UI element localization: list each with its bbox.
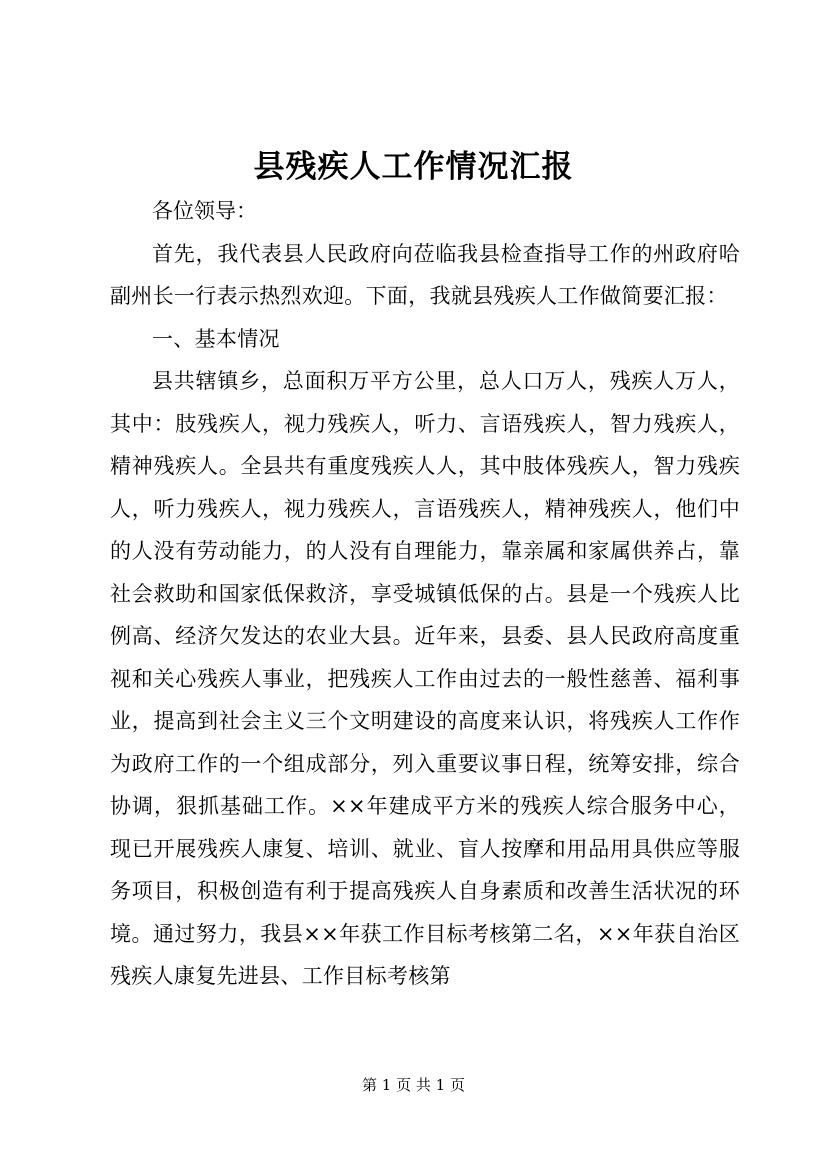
document-body: [110, 190, 740, 998]
section-heading: 一、基本情况: [152, 326, 280, 351]
intro-paragraph: 首先，我代表县人民政府向莅临我县检查指导工作的州政府哈副州长一行表示热烈欢迎。下面，我就县残疾人工作做简要汇报：: [110, 241, 740, 308]
page-footer: [0, 1075, 827, 1095]
document-title: 县残疾人工作情况汇报: [253, 149, 574, 185]
basic-situation-paragraph: 县共辖镇乡，总面积万平方公里，总人口万人，残疾人万人，其中：肢残疾人，视力残疾人，听力、言语残疾人，智力残疾人，精神残疾人。全县共有重度残疾人人，其中肢体残疾人，智力残疾人，听力残疾人，视力残疾人，言语残疾人，精神残疾人，他们中的人没有劳动能力，的人没有自理能力，靠亲属和家属供养占，靠社会救助和国家低保救济，享受城镇低保的占。县是一个残疾人比例高、经济欠发达的农业大县。近年来，县委、县人民政府高度重视和关心残疾人事业，把残疾人工作由过去的一般性慈善、福利事业，提高到社会主义三个文明建设的高度来认识，将残疾人工作作为政府工作的一个组成部分，列入重要议事日程，统筹安排，综合协调，狠抓基础工作。××年建成平方米的残疾人综合服务中心，现已开展残疾人康复、培训、就业、盲人按摩和用品用具供应等服务项目，积极创造有利于提高残疾人自身素质和改善生活状况的环境。通过努力，我县××年获工作目标考核第二名，××年获自治区残疾人康复先进县、工作目标考核第: [110, 369, 740, 988]
page-number-label: 第 1 页 共 1 页: [362, 1076, 465, 1094]
greeting-line: 各位领导：: [152, 199, 257, 223]
